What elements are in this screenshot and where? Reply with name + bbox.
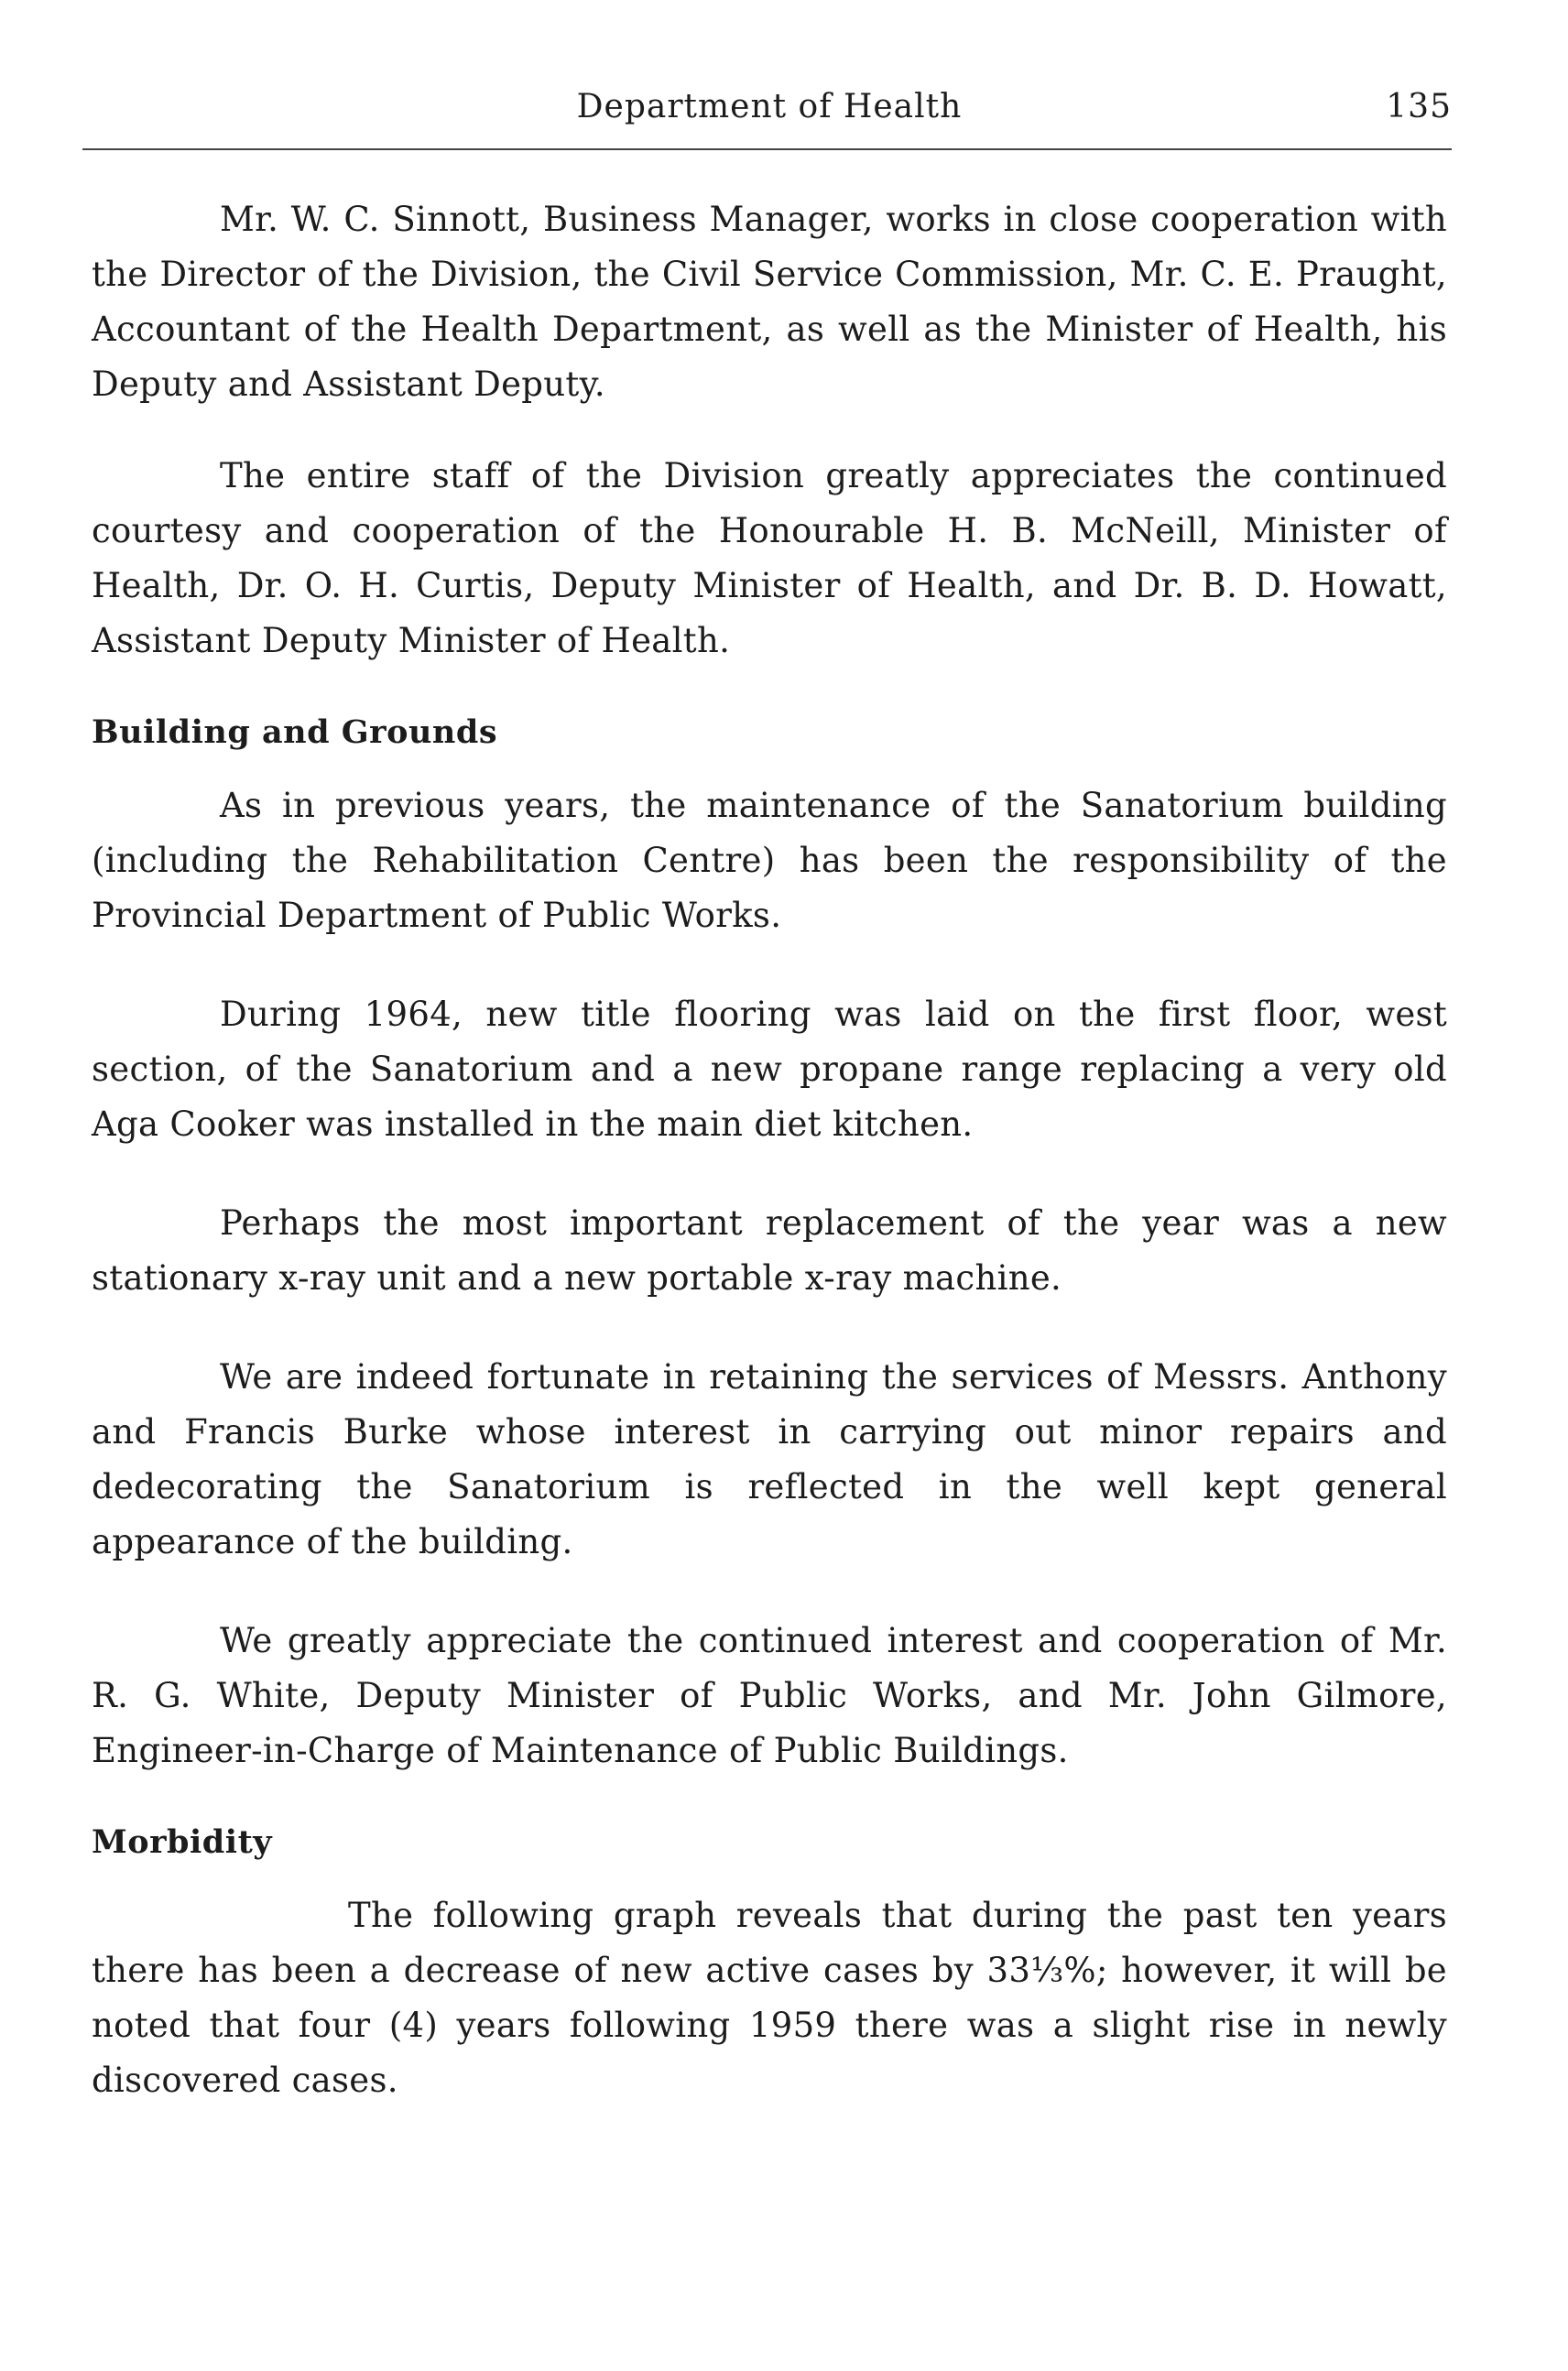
running-header	[82, 88, 1452, 143]
paragraph-maintenance: As in previous years, the maintenance of the Sanatorium building (including the Rehabilitation Centre) has been the responsibility of the Provincial Department of Public Works.	[92, 786, 1447, 935]
paragraph-xray: Perhaps the most important replacement of the year was a new stationary x-ray unit and a new portable x-ray machine.	[92, 1203, 1447, 1298]
paragraph-staff-appreciation: The entire staff of the Division greatly appreciates the continued courtesy and cooperation of the Honourable H. B. McNeill, Minister of Health, Dr. O. H. Curtis, Deputy Minister of Health, and Dr. B. D. Howatt, Assistant Deputy Minister of Health.	[92, 456, 1447, 660]
paragraph-burke-services: We are indeed fortunate in retaining the services of Messrs. Anthony and Francis Burke whose interest in carrying out minor repairs and dedecorating the Sanatorium is reflected in the well kept general appearance of the building.	[92, 1357, 1447, 1561]
page-body	[92, 192, 1447, 2108]
paragraph-public-works: We greatly appreciate the continued interest and cooperation of Mr. R. G. White, Deputy Minister of Public Works, and Mr. John Gilmore, Engineer-in-Charge of Maintenance of Public Buildings.	[92, 1621, 1447, 1770]
header-rule	[82, 148, 1452, 150]
paragraph-flooring: During 1964, new title flooring was laid on the first floor, west section, of the Sanatorium and a new propane range replacing a very old Aga Cooker was installed in the main diet kitchen.	[92, 995, 1447, 1144]
paragraph-morbidity: The following graph reveals that during the past ten years there has been a decrease of new active cases by 33⅓%; however, it will be noted that four (4) years following 1959 there was a slight rise in newly discovered cases.	[92, 1896, 1447, 2100]
header-title: Department of Health	[576, 88, 963, 125]
heading-morbidity: Morbidity	[92, 1823, 273, 1861]
paragraph-business-manager: Mr. W. C. Sinnott, Business Manager, works in close cooperation with the Director of the Division, the Civil Service Commission, Mr. C. E. Praught, Accountant of the Health Department, as well as the Minister of Health, his Deputy and Assistant Deputy.	[92, 200, 1447, 404]
heading-building-and-grounds: Building and Grounds	[92, 713, 498, 751]
page-number: 135	[1386, 88, 1452, 125]
